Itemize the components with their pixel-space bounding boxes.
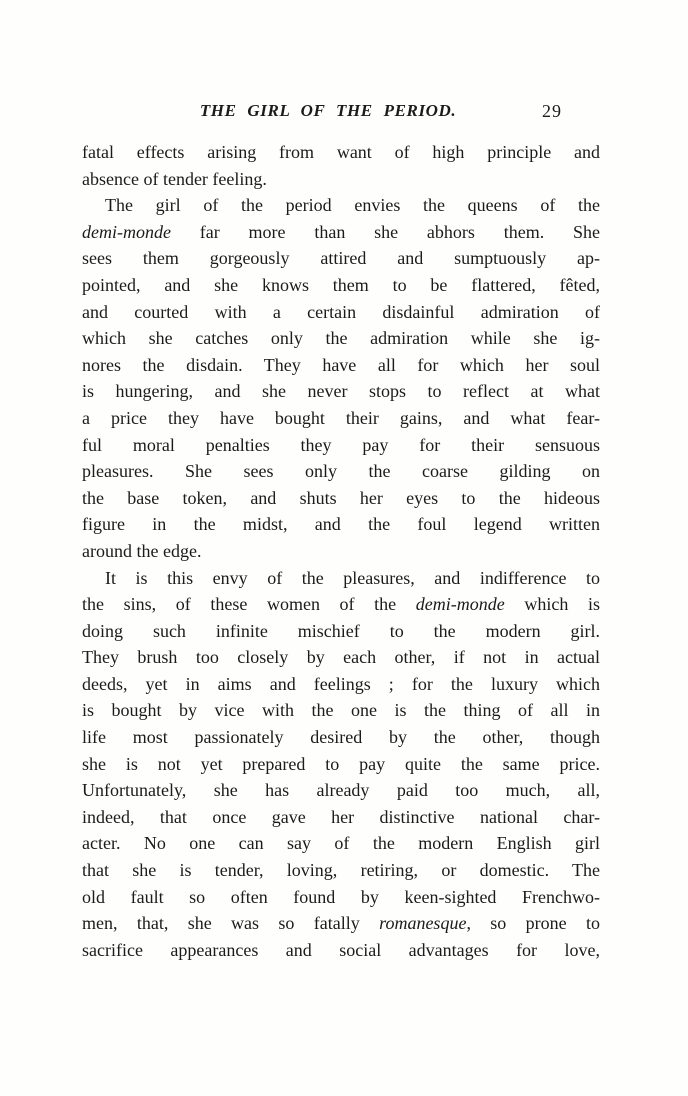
italic-text-segment: romanesque — [379, 913, 467, 934]
text-line — [82, 299, 600, 326]
italic-text-segment: demi-monde — [415, 594, 505, 615]
text-segment: the base token, and shuts her eyes to the hideous — [82, 487, 600, 508]
text-line — [82, 352, 600, 379]
text-segment: around the edge. — [82, 540, 202, 561]
page-header — [82, 101, 600, 125]
text-segment: is bought by vice with the one is the thing of all in — [82, 700, 600, 721]
text-line — [82, 219, 600, 246]
text-segment: They brush too closely by each other, if not in actual — [82, 647, 600, 668]
text-segment: life most passionately desired by the other, though — [82, 727, 600, 748]
text-line — [82, 166, 600, 193]
text-segment: pleasures. She sees only the coarse gilding on — [82, 461, 600, 482]
text-line — [82, 192, 600, 219]
text-line — [82, 272, 600, 299]
text-segment: nores the disdain. They have all for which her soul — [82, 354, 600, 375]
text-line — [82, 591, 600, 618]
text-segment: is hungering, and she never stops to reflect at what — [82, 381, 600, 402]
text-line — [82, 485, 600, 512]
text-line — [82, 830, 600, 857]
text-line — [82, 245, 600, 272]
text-line — [82, 697, 600, 724]
text-segment: far more than she abhors them. She — [170, 221, 600, 242]
text-line — [82, 458, 600, 485]
text-segment: indeed, that once gave her distinctive national char- — [82, 806, 600, 827]
text-line — [82, 937, 600, 964]
text-line — [82, 325, 600, 352]
text-line — [82, 804, 600, 831]
text-segment: which she catches only the admiration while she ig- — [82, 328, 600, 349]
text-line — [82, 644, 600, 671]
italic-text-segment: demi-monde — [82, 221, 171, 242]
text-segment: deeds, yet in aims and feelings ; for the luxury which — [82, 673, 600, 694]
text-segment: fatal effects arising from want of high principle and — [82, 142, 600, 162]
text-line — [82, 139, 600, 166]
text-line — [82, 884, 600, 911]
text-line — [82, 910, 600, 937]
text-segment: the sins, of these women of the — [82, 594, 416, 615]
text-segment: doing such infinite mischief to the modern girl. — [82, 620, 600, 641]
page-number: 29 — [542, 101, 562, 121]
text-segment: Unfortunately, she has already paid too much, all, — [82, 780, 600, 801]
text-segment: a price they have bought their gains, and what fear- — [82, 407, 600, 428]
text-line — [82, 671, 600, 698]
text-line — [82, 405, 600, 432]
text-segment: which is — [504, 594, 600, 615]
text-line — [82, 857, 600, 884]
text-segment: It is this envy of the pleasures, and indifference to — [105, 567, 600, 588]
text-line — [82, 724, 600, 751]
text-segment: sees them gorgeously attired and sumptuously ap- — [82, 248, 600, 269]
text-line — [82, 565, 600, 592]
text-segment: figure in the midst, and the foul legend written — [82, 514, 600, 535]
text-segment: ful moral penalties they pay for their sensuous — [82, 434, 600, 455]
page-body — [82, 139, 600, 963]
text-line — [82, 751, 600, 778]
text-line — [82, 618, 600, 645]
text-segment: sacrifice appearances and social advantages for love, — [82, 939, 600, 960]
text-segment: , so prone to — [466, 913, 600, 934]
text-segment: acter. No one can say of the modern English girl — [82, 833, 600, 854]
text-segment: that she is tender, loving, retiring, or domestic. The — [82, 860, 600, 881]
running-title: THE GIRL OF THE PERIOD. — [199, 101, 457, 120]
text-segment: old fault so often found by keen-sighted Frenchwo- — [82, 886, 600, 907]
text-line — [82, 378, 600, 405]
text-line — [82, 511, 600, 538]
text-segment: absence of tender feeling. — [82, 168, 267, 189]
text-line — [82, 432, 600, 459]
text-segment: The girl of the period envies the queens of the — [105, 195, 600, 216]
text-segment: she is not yet prepared to pay quite the same price. — [82, 753, 600, 774]
text-segment: pointed, and she knows them to be flattered, fêted, — [82, 274, 600, 295]
text-line — [82, 538, 600, 565]
text-line — [82, 777, 600, 804]
text-segment: men, that, she was so fatally — [82, 913, 380, 934]
text-segment: and courted with a certain disdainful admiration of — [82, 301, 600, 322]
